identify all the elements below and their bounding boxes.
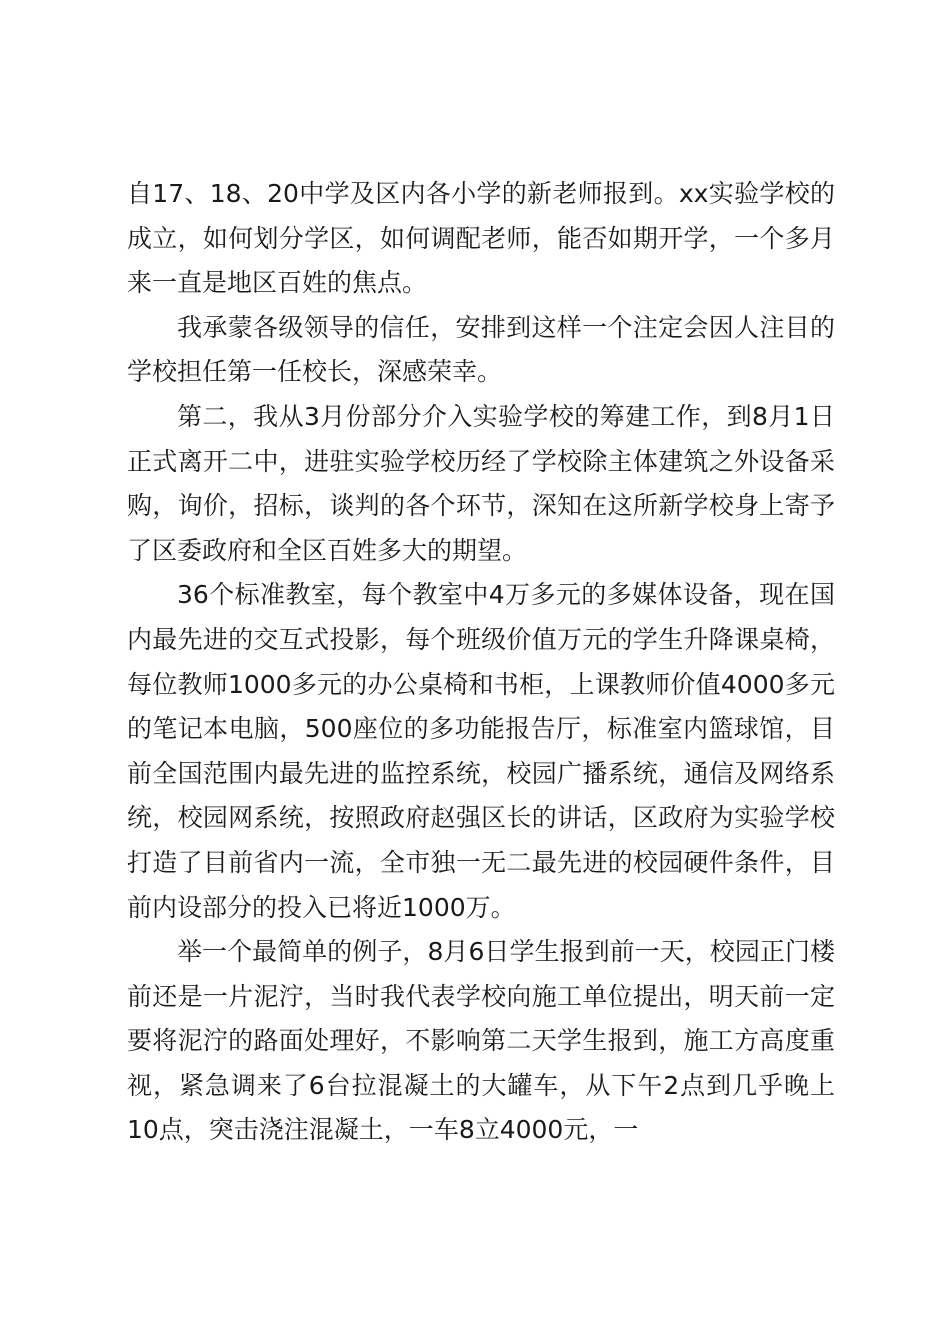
paragraph: 自17、18、20中学及区内各小学的新老师报到。xx实验学校的成立，如何划分学区，如何调配老师，能否如期开学，一个多月来一直是地区百姓的焦点。 — [127, 179, 835, 298]
paragraph: 举一个最简单的例子，8月6日学生报到前一天，校园正门楼前还是一片泥泞，当时我代表学校向施工单位提出，明天前一定要将泥泞的路面处理好，不影响第二天学生报到，施工方高度重视，紧急调来了6台拉混凝土的大罐车，从下午2点到几乎晚上10点，突击浇注混凝土，一车8立4000元，一 — [127, 937, 835, 1145]
paragraph: 我承蒙各级领导的信任，安排到这样一个注定会因人注目的学校担任第一任校长，深感荣幸。 — [127, 312, 835, 387]
document-body — [127, 172, 835, 1153]
paragraph: 36个标准教室，每个教室中4万多元的多媒体设备，现在国内最先进的交互式投影，每个班级价值万元的学生升降课桌椅，每位教师1000多元的办公桌椅和书柜，上课教师价值4000多元的笔记本电脑，500座位的多功能报告厅，标准室内篮球馆，目前全国范围内最先进的监控系统，校园广播系统，通信及网络系统，校园网系统，按照政府赵强区长的讲话，区政府为实验学校打造了目前省内一流，全市独一无二最先进的校园硬件条件，目前内设部分的投入已将近1000万。 — [127, 580, 835, 922]
paragraph: 第二，我从3月份部分介入实验学校的筹建工作，到8月1日正式离开二中，进驻实验学校历经了学校除主体建筑之外设备采购，询价，招标，谈判的各个环节，深知在这所新学校身上寄予了区委政府和全区百姓多大的期望。 — [127, 401, 835, 565]
